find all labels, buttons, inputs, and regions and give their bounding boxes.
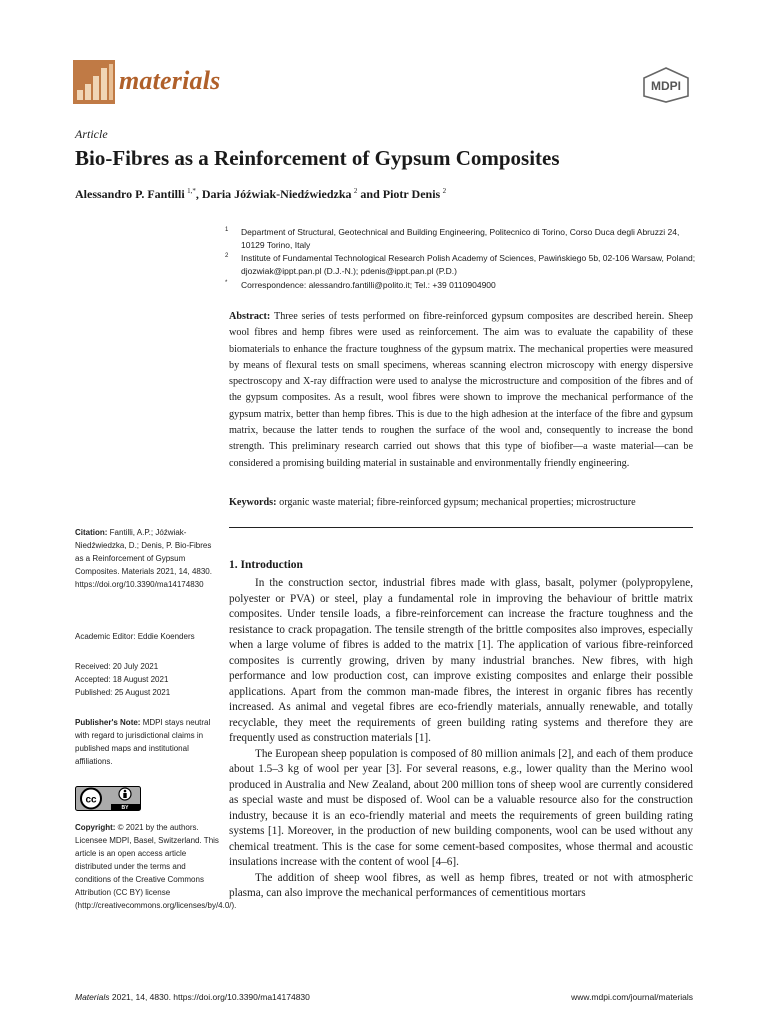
published-date: Published: 25 August 2021 [75,688,171,697]
section-divider [229,527,693,528]
author-name: Alessandro P. Fantilli [75,187,185,201]
affiliation-marker: 2 [225,253,229,259]
abstract [229,309,693,472]
academic-editor: Academic Editor: Eddie Koenders [75,632,195,641]
abstract-text: Three series of tests performed on fibre-reinforced gypsum composites are described herein. Sheep wool fibres and hemp fibres were used as reinforcement. The aim was to evaluate the capability of these biomaterials to enhance the fracture toughness of the gypsum matrix. The mechanical properties were measured by means of flexural tests on small specimens, whereas scanning electron microscopy with energy dispersive spectroscopy and X-ray diffraction were used to analyse the microstructure and composition of the fibres and of the gypsum composites. As a result, wool fibres were shown to improve the mechanical performance of the gypsum matrix, better than hemp fibres. This is due to the high adhesion at the interface of the fibre and gypsum matrix, because the latter tends to roughen the surface of the wool and, consequently to increase the bond strength. This preliminary research carried out shows that this type of biofiber—a waste material—can be considered a promising building material in sustainable and environmentally friendly engineering. [229,311,693,469]
author-affiliation-marker: 2 [353,187,358,195]
section-heading: 1. Introduction [229,559,303,571]
keywords-label: Keywords: [229,497,277,508]
journal-url-link[interactable]: www.mdpi.com/journal/materials [571,992,693,1002]
author-affiliation-marker: 2 [442,187,447,195]
publisher-note [75,716,220,768]
affiliation-text: Department of Structural, Geotechnical and Building Engineering, Politecnico di Torino, Corso Duca degli Abruzzi 24, 10129 Torino, Italy [241,227,680,250]
paragraph: The European sheep population is composed of 80 million animals [2], and each of them produce about 1.5–3 kg of wool per year [3]. For several reasons, e.g., lower quality than the Merino wool produced in Australia and New Zealand, about 200 million tons of sheep wool are currently considered as special waste and must be disposed of. Wool can be a valuable resource also for the construction industry, because it is an eco-friendly material and meets the requirements of green building rating systems [1]. Moreover, in the production of new building components, wool can be used without any chemical treatment. This is the case for some cement-based composites, whose thermal and acoustic insulations increase with the content of wool [4–6]. [229,747,693,868]
paragraph: The addition of sheep wool fibres, as well as hemp fibres, treated or not with atmospheric plasma, can also improve the mechanical performances of cementitious mortars [229,871,693,899]
correspondence-text: Correspondence: alessandro.fantilli@polito.it; Tel.: +39 0110904900 [241,280,496,290]
copyright-label: Copyright: [75,823,116,832]
publisher-note-text: MDPI stays neutral with regard to jurisdictional claims in published maps and institutional affiliations. [75,718,211,766]
author-name: Daria Jóźwiak-Niedźwiedzka [201,187,352,201]
cc-by-license-icon[interactable] [75,786,141,811]
citation-label: Citation: [75,528,108,537]
copyright-block [75,821,237,912]
body-text [229,576,693,902]
copyright-text: © 2021 by the authors. Licensee MDPI, Basel, Switzerland. This article is an open access article distributed under the terms and conditions of the Creative Commons Attribution (CC BY) license (http://creativecommons.org/licenses/by/4.0/). [75,823,237,910]
affiliation-text: Institute of Fundamental Technological Research Polish Academy of Sciences, Pawińskiego 5b, 02-106 Warsaw, Poland; djozwiak@ippt.pan.pl (D.J.-N.); pdenis@ippt.pan.pl (P.D.) [241,253,696,276]
citation-text: Fantilli, A.P.; Jóźwiak-Niedźwiedzka, D.; Denis, P. Bio-Fibres as a Reinforcement of Gypsum Composites. Materials 2021, 14, 4830. https://doi.org/10.3390/ma14174830 [75,528,212,589]
article-type: Article [75,127,108,141]
publisher-note-label: Publisher's Note: [75,718,141,727]
abstract-label: Abstract: [229,311,271,322]
footer-citation-text: 2021, 14, 4830. https://doi.org/10.3390/ma14174830 [111,992,310,1002]
paragraph: In the construction sector, industrial fibres made with glass, basalt, polymer (polypropylene, polyester or PVA) or steel, play a fundamental role in improving the behaviour of brittle matrix composites. Under tensile loads, a fibre-reinforcement can increase the fracture toughness and the resistance to crack propagation. The tensile strength of the brittle composites also improves, especially when a large volume of fibres is added to the matrix [1]. The application of various fibre-reinforced composites is currently growing, driven by many industrial branches. New fibres, with high performance and low production cost, can improve existing composites and enlarge their possible applications. Apart from the common man-made fibres, the interest in organic fibres has recently increased. As animal and vegetal fibres are eco-friendly materials, annually renewable, and totally recyclable, they meet the requirements of green building rating systems and therefore they are frequently used as construction materials [1]. [229,577,693,744]
cc-by-text: BY [121,805,129,811]
keywords-text: organic waste material; fibre-reinforced gypsum; mechanical properties; microstructure [279,497,636,508]
citation-block [75,526,220,591]
footer-journal: Materials [75,992,110,1002]
author-name: Piotr Denis [382,187,441,201]
author-affiliation-marker: 1,* [187,187,196,195]
affiliation-marker: * [225,280,228,286]
accepted-date: Accepted: 18 August 2021 [75,675,169,684]
keywords [229,496,699,510]
materials-logo-icon [73,60,115,104]
author-list: Alessandro P. Fantilli $^{1,*}$, Daria Jóźwiak-Niedźwiedzka $^2$ and Piotr Denis $^2$ [75,187,447,201]
mdpi-logo-text: MDPI [651,79,681,93]
article-title: Bio-Fibres as a Reinforcement of Gypsum Composites [75,146,560,170]
affiliation-marker: 1 [225,227,229,233]
cc-icon-text: cc [85,794,97,806]
received-date: Received: 20 July 2021 [75,662,159,671]
mdpi-logo-icon [640,66,692,104]
footer-citation [75,992,310,1002]
journal-name: materials [119,66,221,95]
